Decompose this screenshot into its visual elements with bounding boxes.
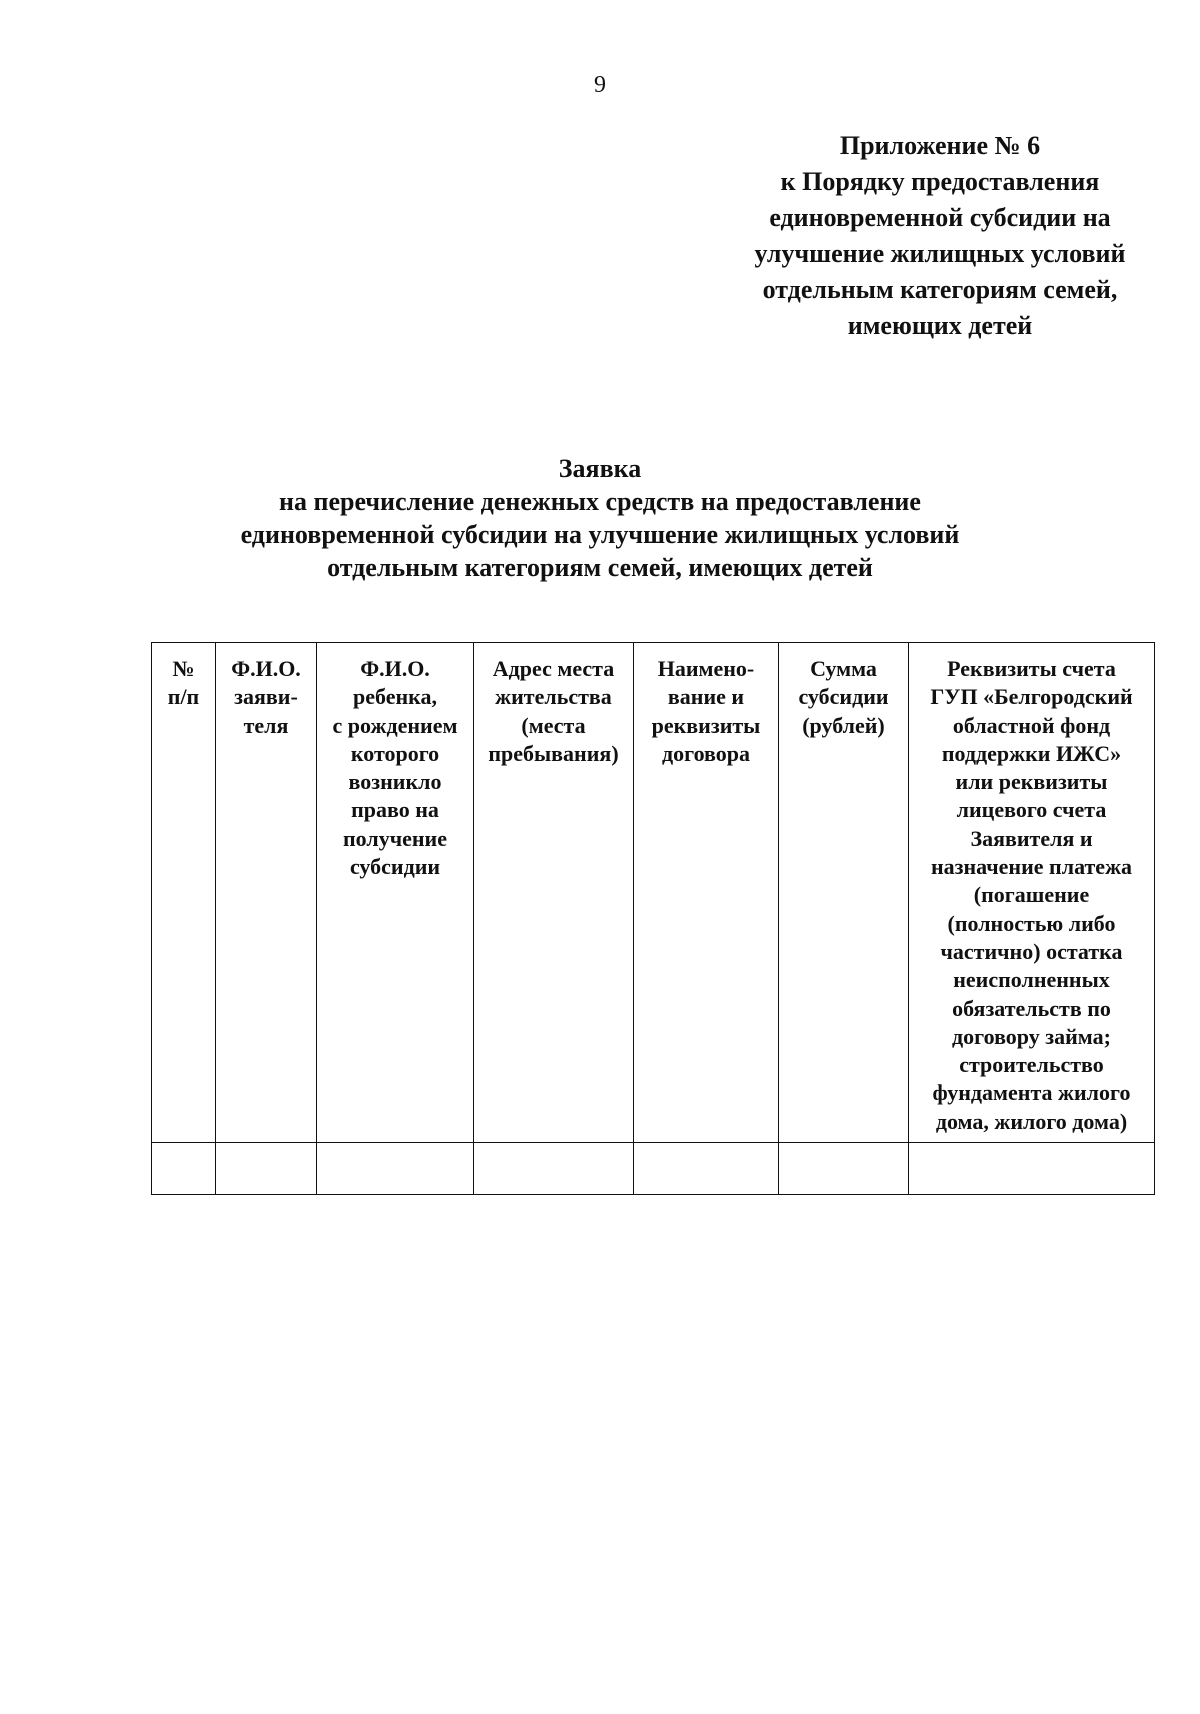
page-number: 9	[594, 72, 606, 98]
appendix-line: имеющих детей	[847, 311, 1033, 340]
header-label: Реквизиты счета ГУП «Белгородский областной фонд поддержки ИЖС» или реквизиты лицевого счета Заявителя и назначение платежа (погашение (полностью либо частично) остатка неисполненных обязательств по договору займа; строительство фундамента жилого дома, жилого дома)	[930, 656, 1133, 1134]
header-cell-child-name	[317, 643, 474, 1143]
table-cell	[474, 1143, 634, 1195]
table-cell	[152, 1143, 216, 1195]
header-cell-account-details	[909, 643, 1155, 1143]
table-header-row	[152, 643, 1155, 1143]
table-row	[152, 1143, 1155, 1195]
appendix-line: отдельным категориям семей,	[762, 275, 1118, 304]
request-title-line: на перечисление денежных средств на предоставление	[279, 487, 921, 516]
request-title-line: единовременной субсидии на улучшение жилищных условий	[240, 520, 960, 549]
request-title-line: отдельным категориям семей, имеющих детей	[327, 553, 873, 582]
request-title	[0, 452, 1200, 584]
header-label: Наимено- вание и реквизиты договора	[651, 656, 761, 766]
appendix-line: улучшение жилищных условий	[754, 239, 1126, 268]
header-cell-address	[474, 643, 634, 1143]
header-cell-subsidy-amount	[779, 643, 909, 1143]
header-label: Сумма субсидии (рублей)	[798, 656, 889, 738]
header-label: Ф.И.О. ребенка, с рождением которого возникло право на получение субсидии	[332, 656, 458, 880]
header-cell-applicant-name	[216, 643, 317, 1143]
header-label: Ф.И.О. заяви- теля	[231, 656, 301, 738]
table-cell	[779, 1143, 909, 1195]
request-table	[151, 642, 1155, 1195]
appendix-reference	[680, 128, 1200, 344]
table-cell	[634, 1143, 779, 1195]
request-title-heading: Заявка	[558, 454, 642, 483]
header-cell-number	[152, 643, 216, 1143]
header-label: № п/п	[167, 656, 200, 710]
header-cell-contract	[634, 643, 779, 1143]
table-cell	[317, 1143, 474, 1195]
table-cell	[216, 1143, 317, 1195]
appendix-line: к Порядку предоставления	[780, 167, 1100, 196]
appendix-line: единовременной субсидии на	[769, 203, 1111, 232]
header-label: Адрес места жительства (места пребывания)	[488, 656, 619, 766]
table-cell	[909, 1143, 1155, 1195]
appendix-line: Приложение № 6	[839, 131, 1041, 160]
